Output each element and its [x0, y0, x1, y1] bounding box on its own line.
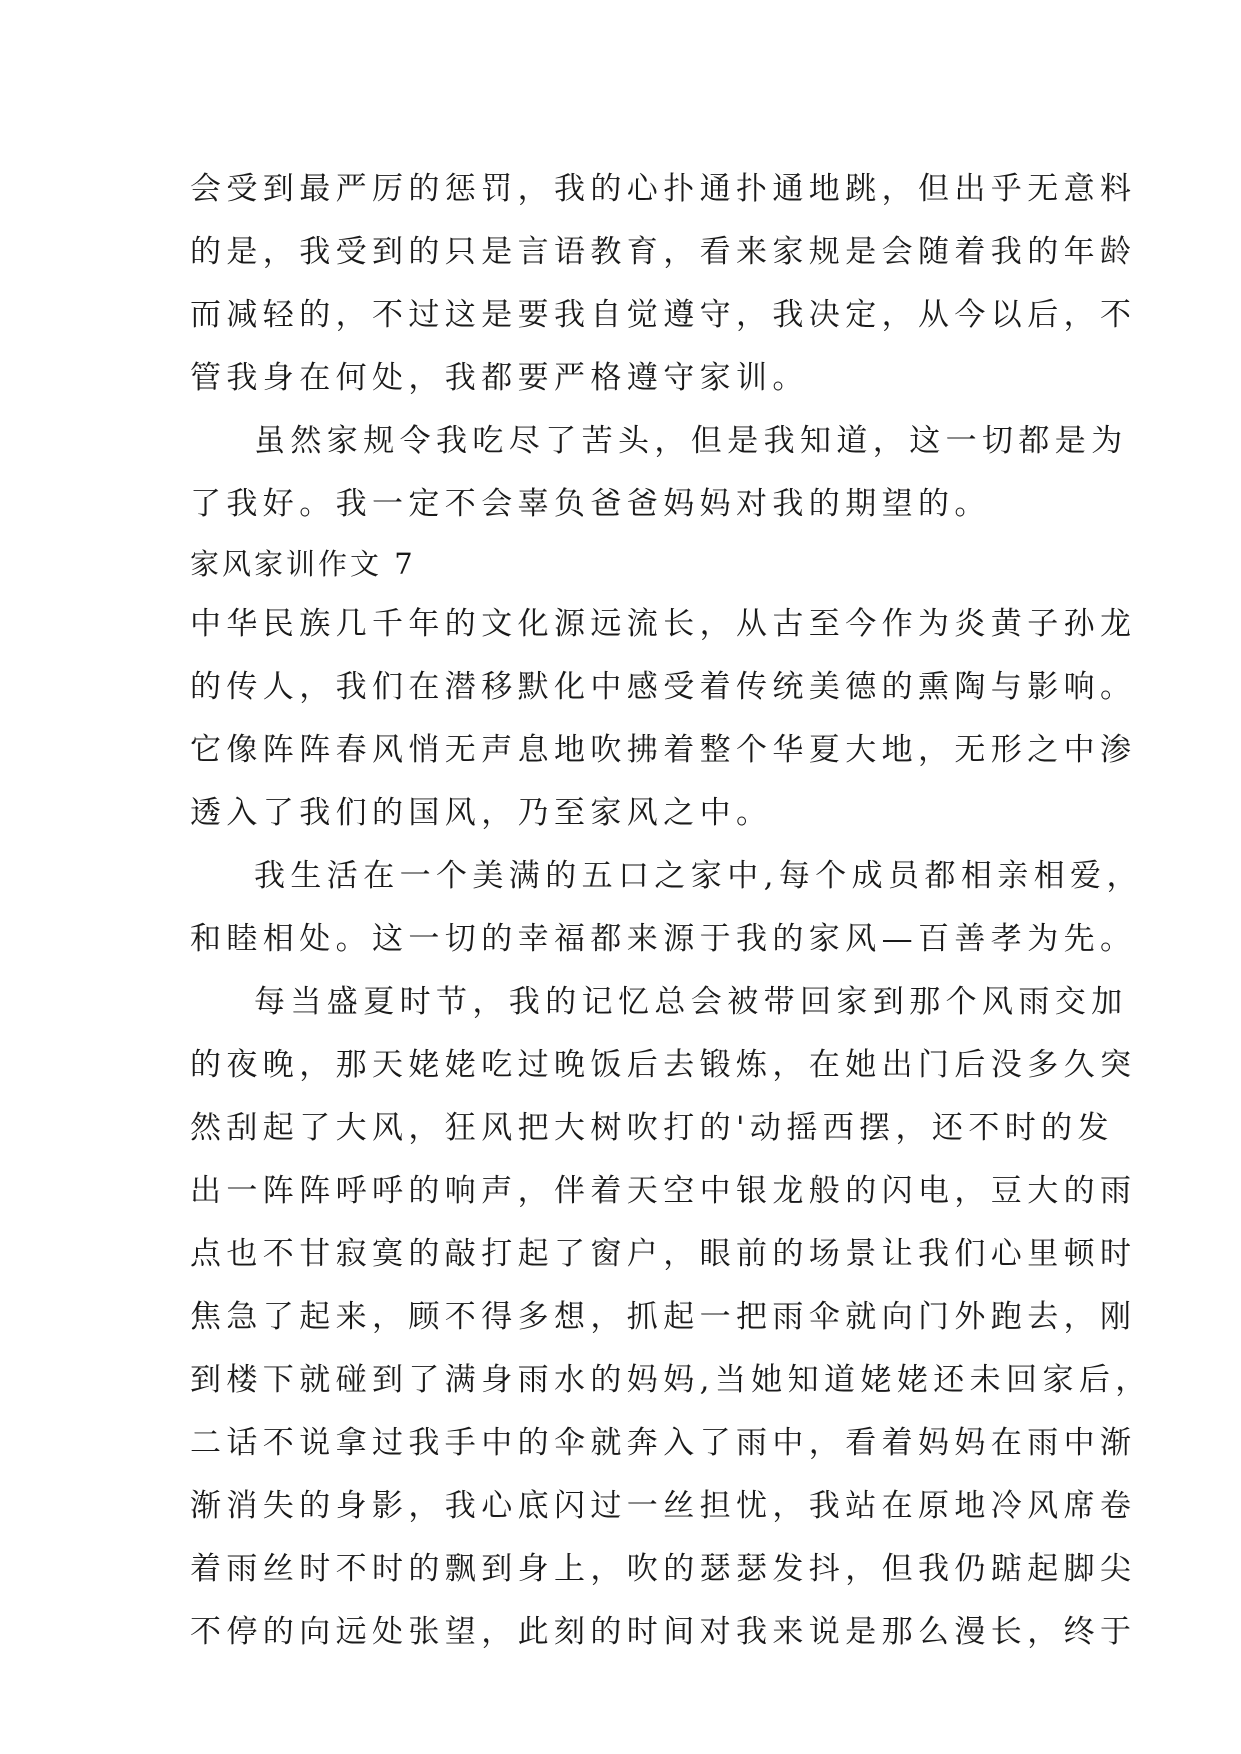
text-line: 点也不甘寂寞的敲打起了窗户，眼前的场景让我们心里顿时 [190, 1236, 1137, 1272]
text-line: 的是，我受到的只是言语教育，看来家规是会随着我的年龄 [190, 234, 1137, 270]
text-line: 二话不说拿过我手中的伞就奔入了雨中，看着妈妈在雨中渐 [190, 1425, 1137, 1461]
text-line: 和睦相处。这一切的幸福都来源于我的家风—百善孝为先。 [190, 921, 1137, 957]
text-line: 管我身在何处，我都要严格遵守家训。 [190, 360, 809, 396]
paragraph-start-line: 每当盛夏时节，我的记忆总会被带回家到那个风雨交加 [254, 984, 1128, 1020]
text-line: 中华民族几千年的文化源远流长，从古至今作为炎黄子孙龙 [190, 606, 1137, 642]
text-line: 透入了我们的国风，乃至家风之中。 [190, 795, 773, 831]
document-body [190, 158, 1152, 1664]
text-line: 着雨丝时不时的飘到身上，吹的瑟瑟发抖，但我仍踮起脚尖 [190, 1551, 1137, 1587]
paragraph-start-line: 我生活在一个美满的五口之家中,每个成员都相亲相爱， [254, 858, 1143, 894]
text-line: 的夜晚，那天姥姥吃过晚饭后去锻炼，在她出门后没多久突 [190, 1047, 1137, 1083]
text-line: 到楼下就碰到了满身雨水的妈妈,当她知道姥姥还未回家后， [190, 1362, 1152, 1398]
text-line: 而减轻的，不过这是要我自觉遵守，我决定，从今以后，不 [190, 297, 1137, 333]
text-line: 不停的向远处张望，此刻的时间对我来说是那么漫长，终于 [190, 1614, 1137, 1650]
paragraph-start-line: 虽然家规令我吃尽了苦头，但是我知道，这一切都是为 [254, 423, 1128, 459]
text-line: 它像阵阵春风悄无声息地吹拂着整个华夏大地，无形之中渗 [190, 732, 1137, 768]
section-heading: 家风家训作文 7 [190, 547, 416, 581]
text-line: 出一阵阵呼呼的响声，伴着天空中银龙般的闪电，豆大的雨 [190, 1173, 1137, 1209]
text-line: 渐消失的身影，我心底闪过一丝担忧，我站在原地冷风席卷 [190, 1488, 1137, 1524]
text-line: 的传人，我们在潜移默化中感受着传统美德的熏陶与影响。 [190, 669, 1137, 705]
text-line: 了我好。我一定不会辜负爸爸妈妈对我的期望的。 [190, 486, 991, 522]
text-line: 会受到最严厉的惩罚，我的心扑通扑通地跳，但出乎无意料 [190, 171, 1137, 207]
text-line: 然刮起了大风，狂风把大树吹打的'动摇西摆，还不时的发 [190, 1110, 1114, 1146]
text-line: 焦急了起来，顾不得多想，抓起一把雨伞就向门外跑去，刚 [190, 1299, 1137, 1335]
